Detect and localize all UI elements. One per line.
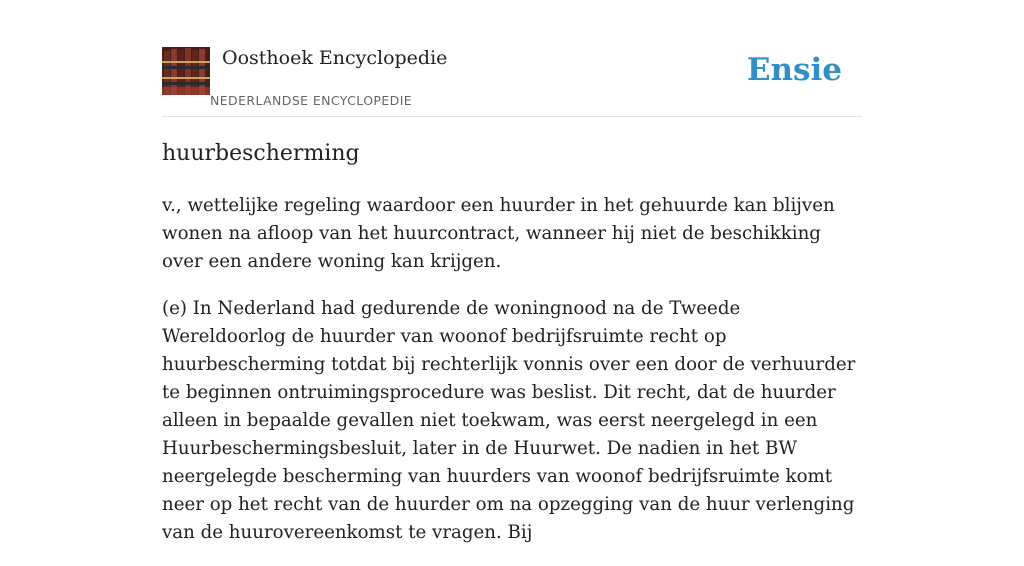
page: [162, 0, 862, 543]
site-header: [162, 46, 862, 117]
brand-logo[interactable]: Ensie: [746, 52, 842, 88]
article-paragraph: v., wettelijke regeling waardoor een huurder in het gehuurde kan blijven wonen na afloop van het huurcontract, wanneer hij niet de beschikking over een andere woning kan krijgen.: [162, 195, 835, 272]
article-title: huurbescherming: [162, 141, 360, 166]
book-spines-icon[interactable]: [162, 47, 210, 95]
site-subtitle: NEDERLANDSE ENCYCLOPEDIE: [210, 93, 413, 108]
article-paragraph: (e) In Nederland had gedurende de woningnood na de Tweede Wereldoorlog de huurder van woonof bedrijfsruimte recht op huurbescherming totdat bij rechterlijk vonnis over een door de verhuurder te beginnen ontruimingsprocedure was beslist. Dit recht, dat de huurder alleen in bepaalde gevallen niet toekwam, was eerst neergelegd in een Huurbeschermingsbesluit, later in de Huurwet. De nadien in het BW neergelegde bescherming van huurders van woonof bedrijfsruimte komt neer op het recht van de huurder om na opzegging van de huur verlenging van de huurovereenkomst te vragen. Bij: [162, 298, 856, 543]
article-body: [162, 192, 862, 566]
site-title[interactable]: Oosthoek Encyclopedie: [222, 47, 448, 69]
